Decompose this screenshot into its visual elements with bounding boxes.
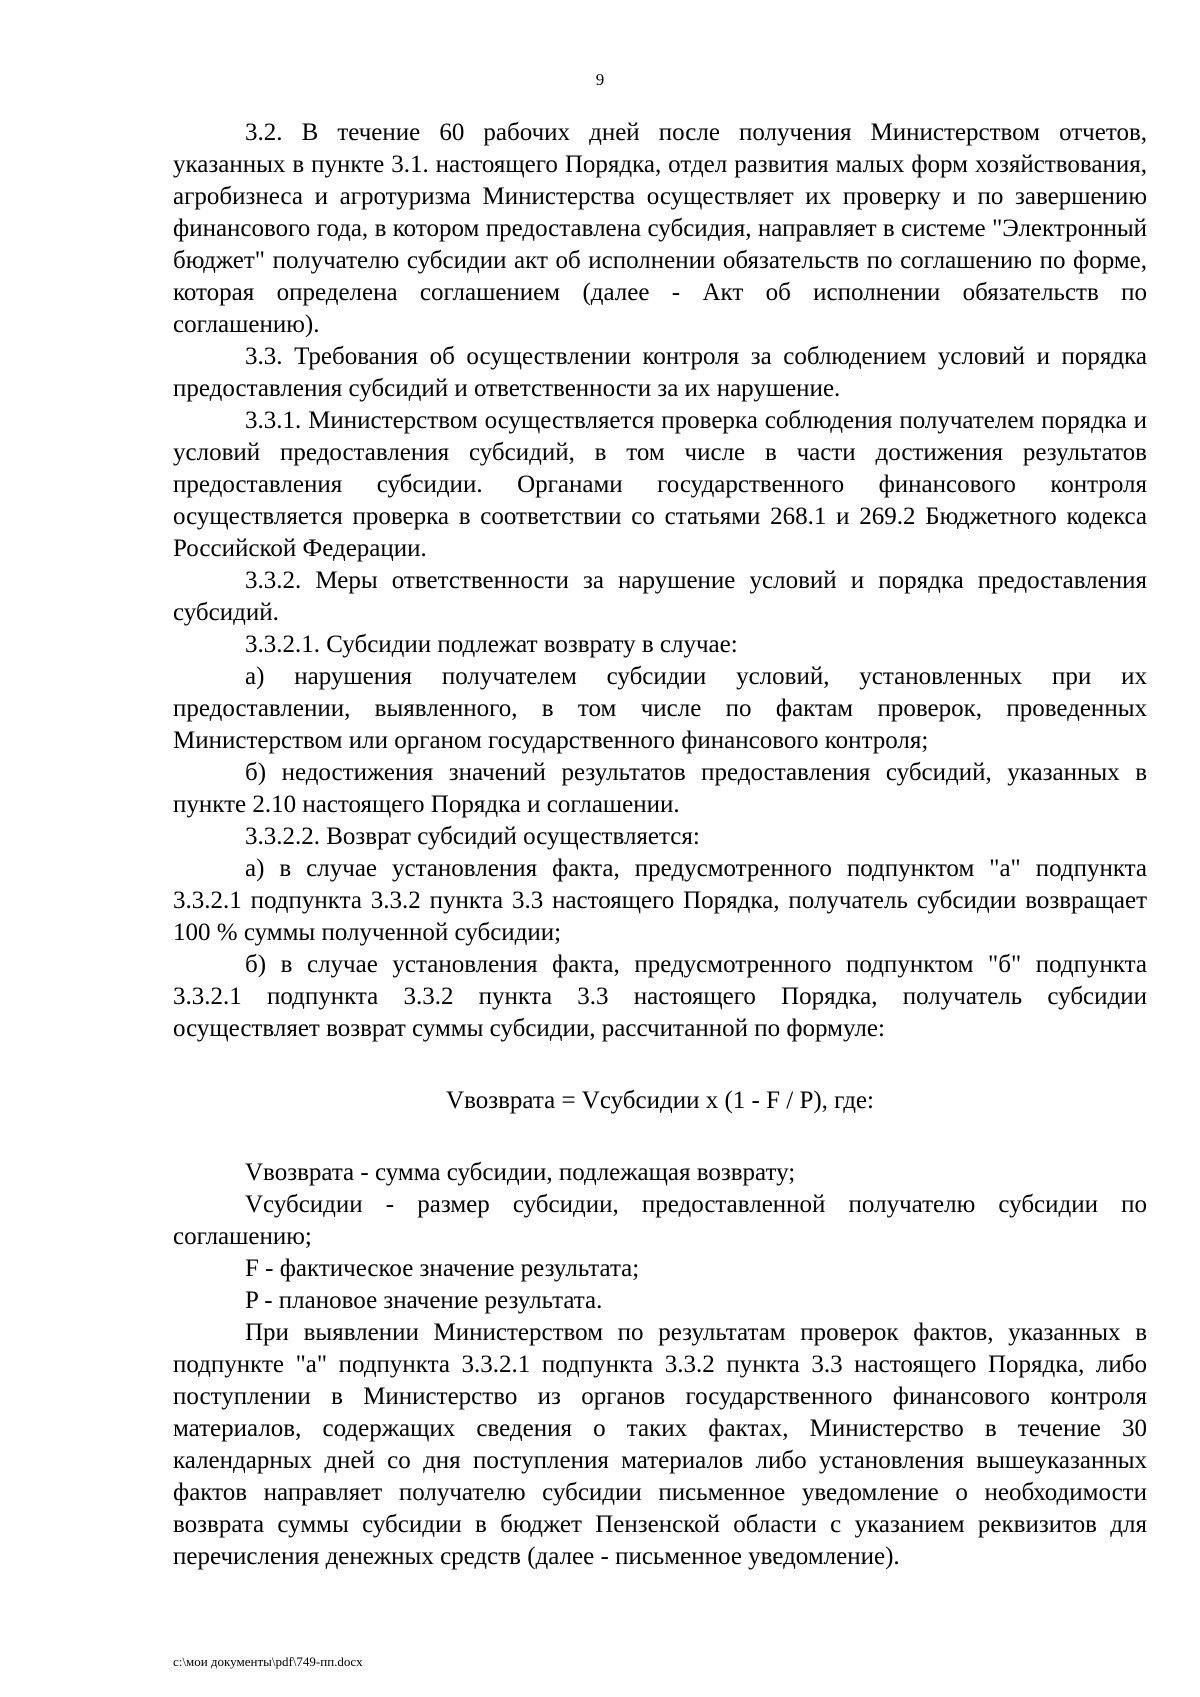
- formula: Vвозврата = Vсубсидии x (1 - F / P), где:: [446, 1087, 874, 1114]
- paragraph-return-b: б) в случае установления факта, предусмотренного подпунктом "б" подпункта 3.3.2.1 подпункта 3.3.2 пункта 3.3 настоящего Порядка, получатель субсидии осуществляет возврат суммы субсидии, рассчитанной по формуле:: [173, 951, 1147, 1042]
- definition-p: P - плановое значение результата.: [245, 1287, 603, 1314]
- paragraph-return-a: а) в случае установления факта, предусмотренного подпунктом "а" подпункта 3.3.2.1 подпункта 3.3.2 пункта 3.3 настоящего Порядка, получатель субсидии возвращает 100 % суммы полученной субсидии;: [173, 855, 1147, 946]
- definition-v-return: Vвозврата - сумма субсидии, подлежащая возврату;: [245, 1159, 796, 1186]
- paragraph-3-3-2: 3.3.2. Меры ответственности за нарушение условий и порядка предоставления субсидий.: [173, 567, 1147, 626]
- paragraph-3-3-2-1: 3.3.2.1. Субсидии подлежат возврату в случае:: [245, 631, 738, 658]
- paragraph-3-2: 3.2. В течение 60 рабочих дней после получения Министерством отчетов, указанных в пункте 3.1. настоящего Порядка, отдел развития малых форм хозяйствования, агробизнеса и агротуризма Министерства осуществляет их проверку и по завершению финансового года, в котором предоставлена субсидия, направляет в системе "Электронный бюджет" получателю субсидии акт об исполнении обязательств по соглашению по форме, которая определена соглашением (далее - Акт об исполнении обязательств по соглашению).: [173, 119, 1147, 338]
- file-path-footer: c:\мои документы\pdf\749-пп.docx: [173, 1654, 363, 1669]
- definition-v-subsidy: Vсубсидии - размер субсидии, предоставленной получателю субсидии по соглашению;: [173, 1191, 1147, 1250]
- page-number: 9: [595, 70, 605, 89]
- paragraph-3-3-1: 3.3.1. Министерством осуществляется проверка соблюдения получателем порядка и условий предоставления субсидий, в том числе в части достижения результатов предоставления субсидии. Органами государственного финансового контроля осуществляется проверка в соответствии со статьями 268.1 и 269.2 Бюджетного кодекса Российской Федерации.: [173, 407, 1147, 562]
- definition-f: F - фактическое значение результата;: [245, 1255, 640, 1282]
- document-body: [173, 117, 1147, 1573]
- paragraph-3-3-2-2: 3.3.2.2. Возврат субсидий осуществляется:: [245, 823, 700, 850]
- paragraph-item-b: б) недостижения значений результатов предоставления субсидий, указанных в пункте 2.10 настоящего Порядка и соглашении.: [173, 759, 1147, 818]
- paragraph-3-3: 3.3. Требования об осуществлении контроля за соблюдением условий и порядка предоставления субсидий и ответственности за их нарушение.: [173, 343, 1147, 402]
- paragraph-closing: При выявлении Министерством по результатам проверок фактов, указанных в подпункте "а" подпункта 3.3.2.1 подпункта 3.3.2 пункта 3.3 настоящего Порядка, либо поступлении в Министерство из органов государственного финансового контроля материалов, содержащих сведения о таких фактах, Министерство в течение 30 календарных дней со дня поступления материалов либо установления вышеуказанных фактов направляет получателю субсидии письменное уведомление о необходимости возврата суммы субсидии в бюджет Пензенской области с указанием реквизитов для перечисления денежных средств (далее - письменное уведомление).: [173, 1319, 1147, 1570]
- paragraph-item-a: а) нарушения получателем субсидии условий, установленных при их предоставлении, выявленного, в том числе по фактам проверок, проведенных Министерством или органом государственного финансового контроля;: [173, 663, 1147, 754]
